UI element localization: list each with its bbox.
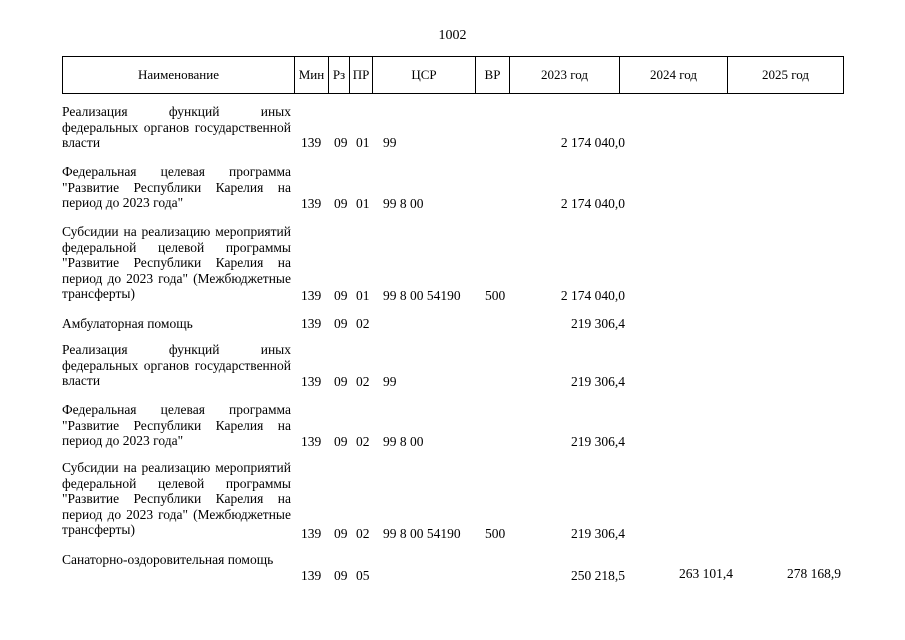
row-rz: 09	[334, 568, 348, 583]
row-name: Санаторно-оздоровительная помощь	[62, 552, 274, 567]
row-name: Федеральная целевая программа "Развитие Республики Карелия на период до 2023 года"	[62, 402, 291, 449]
row-pr: 02	[356, 526, 370, 541]
table-header	[62, 56, 844, 94]
row-name: Реализация функций иных федеральных органов государственной власти	[62, 342, 291, 389]
row-name: Субсидии на реализацию мероприятий федеральной целевой программы "Развитие Республики Карелия на период до 2023 года" (Межбюджетные трансферты)	[62, 460, 291, 538]
row-2023: 250 218,5	[571, 568, 625, 583]
row-2023: 219 306,4	[571, 434, 625, 449]
row-min: 139	[301, 288, 322, 303]
row-rz: 09	[334, 288, 348, 303]
row-csr: 99 8 00 54190	[383, 526, 461, 541]
row-min: 139	[301, 374, 322, 389]
table-row	[62, 164, 844, 212]
row-2023: 2 174 040,0	[560, 288, 625, 303]
table-row	[62, 224, 844, 304]
table-row	[62, 460, 844, 540]
table-row	[62, 316, 844, 332]
row-name: Федеральная целевая программа "Развитие Республики Карелия на период до 2023 года"	[62, 164, 291, 211]
row-csr: 99 8 00	[383, 196, 424, 211]
header-vr: ВР	[476, 57, 510, 93]
row-rz: 09	[334, 316, 348, 331]
row-vr: 500	[485, 288, 506, 303]
row-csr: 99 8 00	[383, 434, 424, 449]
row-pr: 02	[356, 374, 370, 389]
table-row	[62, 342, 844, 390]
row-min: 139	[301, 526, 322, 541]
header-2023: 2023 год	[510, 57, 620, 93]
row-csr: 99 8 00 54190	[383, 288, 461, 303]
row-2025: 278 168,9	[787, 566, 841, 581]
row-2023: 219 306,4	[571, 316, 625, 331]
table-row	[62, 104, 844, 152]
header-pr: ПР	[350, 57, 373, 93]
row-2024: 263 101,4	[679, 566, 733, 581]
row-2023: 2 174 040,0	[560, 196, 625, 211]
row-name: Реализация функций иных федеральных органов государственной власти	[62, 104, 291, 151]
row-name: Субсидии на реализацию мероприятий федеральной целевой программы "Развитие Республики Карелия на период до 2023 года" (Межбюджетные трансферты)	[62, 224, 291, 302]
row-min: 139	[301, 196, 322, 211]
row-rz: 09	[334, 135, 348, 150]
header-2024: 2024 год	[620, 57, 728, 93]
row-rz: 09	[334, 434, 348, 449]
header-2025: 2025 год	[762, 67, 809, 82]
row-rz: 09	[334, 526, 348, 541]
table-row	[62, 552, 844, 586]
row-rz: 09	[334, 374, 348, 389]
row-2023: 219 306,4	[571, 526, 625, 541]
row-pr: 02	[356, 316, 370, 331]
row-pr: 01	[356, 135, 370, 150]
row-pr: 01	[356, 196, 370, 211]
row-vr: 500	[485, 526, 506, 541]
row-min: 139	[301, 135, 322, 150]
row-min: 139	[301, 568, 322, 583]
header-rz: Рз	[329, 57, 350, 93]
header-min: Мин	[295, 57, 329, 93]
row-csr: 99	[383, 374, 397, 389]
row-pr: 05	[356, 568, 370, 583]
row-pr: 02	[356, 434, 370, 449]
row-name: Амбулаторная помощь	[62, 316, 193, 331]
row-min: 139	[301, 316, 322, 331]
row-pr: 01	[356, 288, 370, 303]
header-name: Наименование	[63, 57, 295, 93]
table-row	[62, 402, 844, 450]
row-rz: 09	[334, 196, 348, 211]
row-min: 139	[301, 434, 322, 449]
header-csr: ЦСР	[373, 57, 476, 93]
row-2023: 219 306,4	[571, 374, 625, 389]
row-2023: 2 174 040,0	[560, 135, 625, 150]
row-csr: 99	[383, 135, 397, 150]
page-number: 1002	[438, 28, 467, 43]
